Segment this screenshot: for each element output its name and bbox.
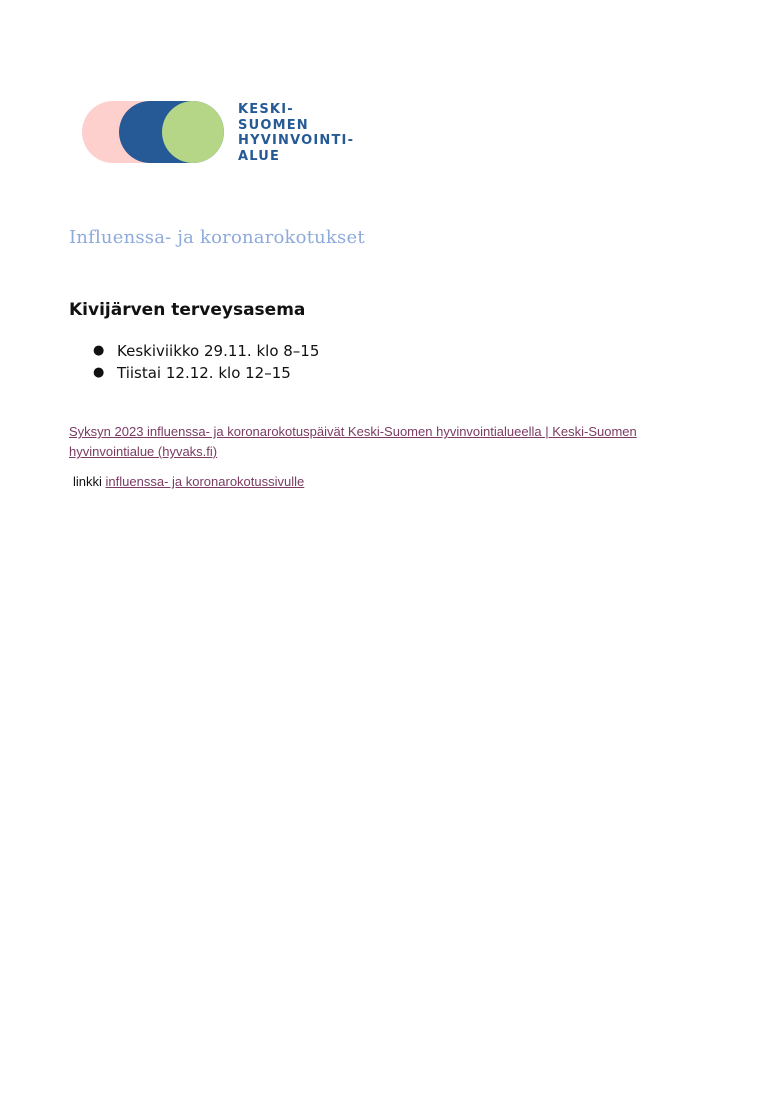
page-title: Influenssa- ja koronarokotukset xyxy=(69,227,365,248)
logo-line-1: KESKI- xyxy=(238,102,294,117)
bullet-icon: ● xyxy=(93,365,105,380)
logo-circles-icon xyxy=(82,99,232,165)
date-text: Keskiviikko 29.11. klo 8–15 xyxy=(117,342,320,360)
list-item xyxy=(69,362,319,384)
link-line xyxy=(73,472,304,492)
logo-line-3: HYVINVOINTI- xyxy=(238,133,355,148)
logo-line-4: ALUE xyxy=(238,148,281,164)
bullet-icon: ● xyxy=(93,343,105,358)
date-text: Tiistai 12.12. klo 12–15 xyxy=(117,364,291,382)
logo-line-2: SUOMEN xyxy=(238,117,309,133)
link-prefix: linkki xyxy=(73,474,102,489)
location-heading: Kivijärven terveysasema xyxy=(69,300,306,320)
logo-wordmark xyxy=(238,102,354,164)
source-link[interactable]: Syksyn 2023 influenssa- ja koronarokotuspäivät Keski-Suomen hyvinvointialueella | Keski-Suomen hyvinvointialue (hyvaks.fi) xyxy=(69,424,637,459)
list-item xyxy=(69,340,319,362)
vaccination-dates-list xyxy=(69,340,319,384)
vaccination-page-link[interactable]: influenssa- ja koronarokotussivulle xyxy=(105,474,305,489)
organization-logo xyxy=(82,99,372,165)
